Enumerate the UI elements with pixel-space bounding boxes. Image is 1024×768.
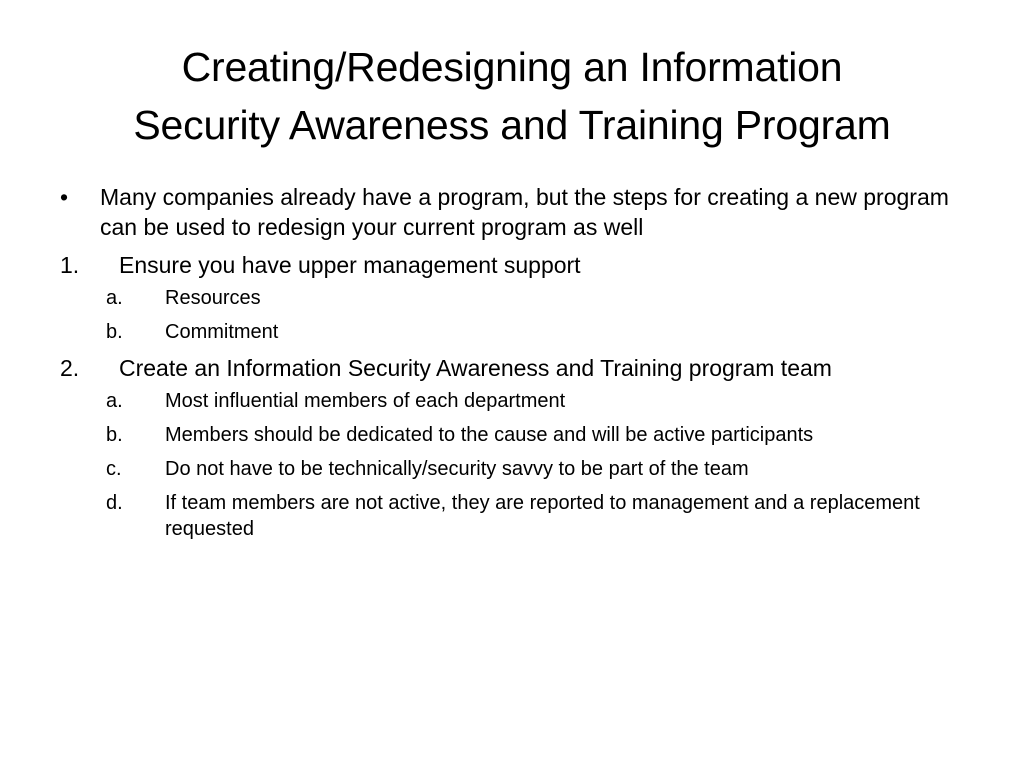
- slide-title: [40, 38, 984, 154]
- numbered-marker: 1.: [60, 252, 80, 278]
- sub-item-marker: a.: [106, 287, 123, 309]
- sub-item-marker: b.: [106, 321, 123, 343]
- sub-item-text: Members should be dedicated to the cause and will be active participants: [165, 424, 814, 446]
- sub-item-text: Do not have to be technically/security savvy to be part of the team: [165, 458, 749, 480]
- sub-item-1b: [58, 319, 978, 345]
- bullet-text: Many companies already have a program, but the steps for creating a new program can be used to redesign your current program as well: [100, 184, 949, 240]
- sub-item-marker: c.: [106, 458, 122, 480]
- sub-item-text: If team members are not active, they are reported to management and a replacement requested: [165, 492, 920, 540]
- sub-item-text: Resources: [165, 287, 261, 309]
- sub-item-text: Commitment: [165, 321, 279, 343]
- numbered-text: Create an Information Security Awareness and Training program team: [119, 355, 832, 381]
- numbered-item-1: [58, 250, 978, 280]
- bullet-marker: •: [60, 184, 69, 210]
- sub-item-marker: b.: [106, 424, 123, 446]
- numbered-marker: 2.: [60, 355, 80, 381]
- bullet-item: [58, 182, 978, 242]
- sub-item-2a: [58, 388, 978, 414]
- sub-item-2b: [58, 422, 978, 448]
- sub-item-1a: [58, 285, 978, 311]
- numbered-item-2: [58, 353, 978, 383]
- sub-item-text: Most influential members of each department: [165, 390, 566, 412]
- slide-body: [58, 182, 978, 550]
- sub-item-2c: [58, 456, 978, 482]
- numbered-text: Ensure you have upper management support: [119, 252, 581, 278]
- sub-item-marker: d.: [106, 492, 123, 514]
- sub-item-2d: [58, 490, 978, 542]
- sub-item-marker: a.: [106, 390, 123, 412]
- slide-title-line-1: Creating/Redesigning an Information: [181, 44, 843, 90]
- slide-title-line-2: Security Awareness and Training Program: [133, 102, 891, 148]
